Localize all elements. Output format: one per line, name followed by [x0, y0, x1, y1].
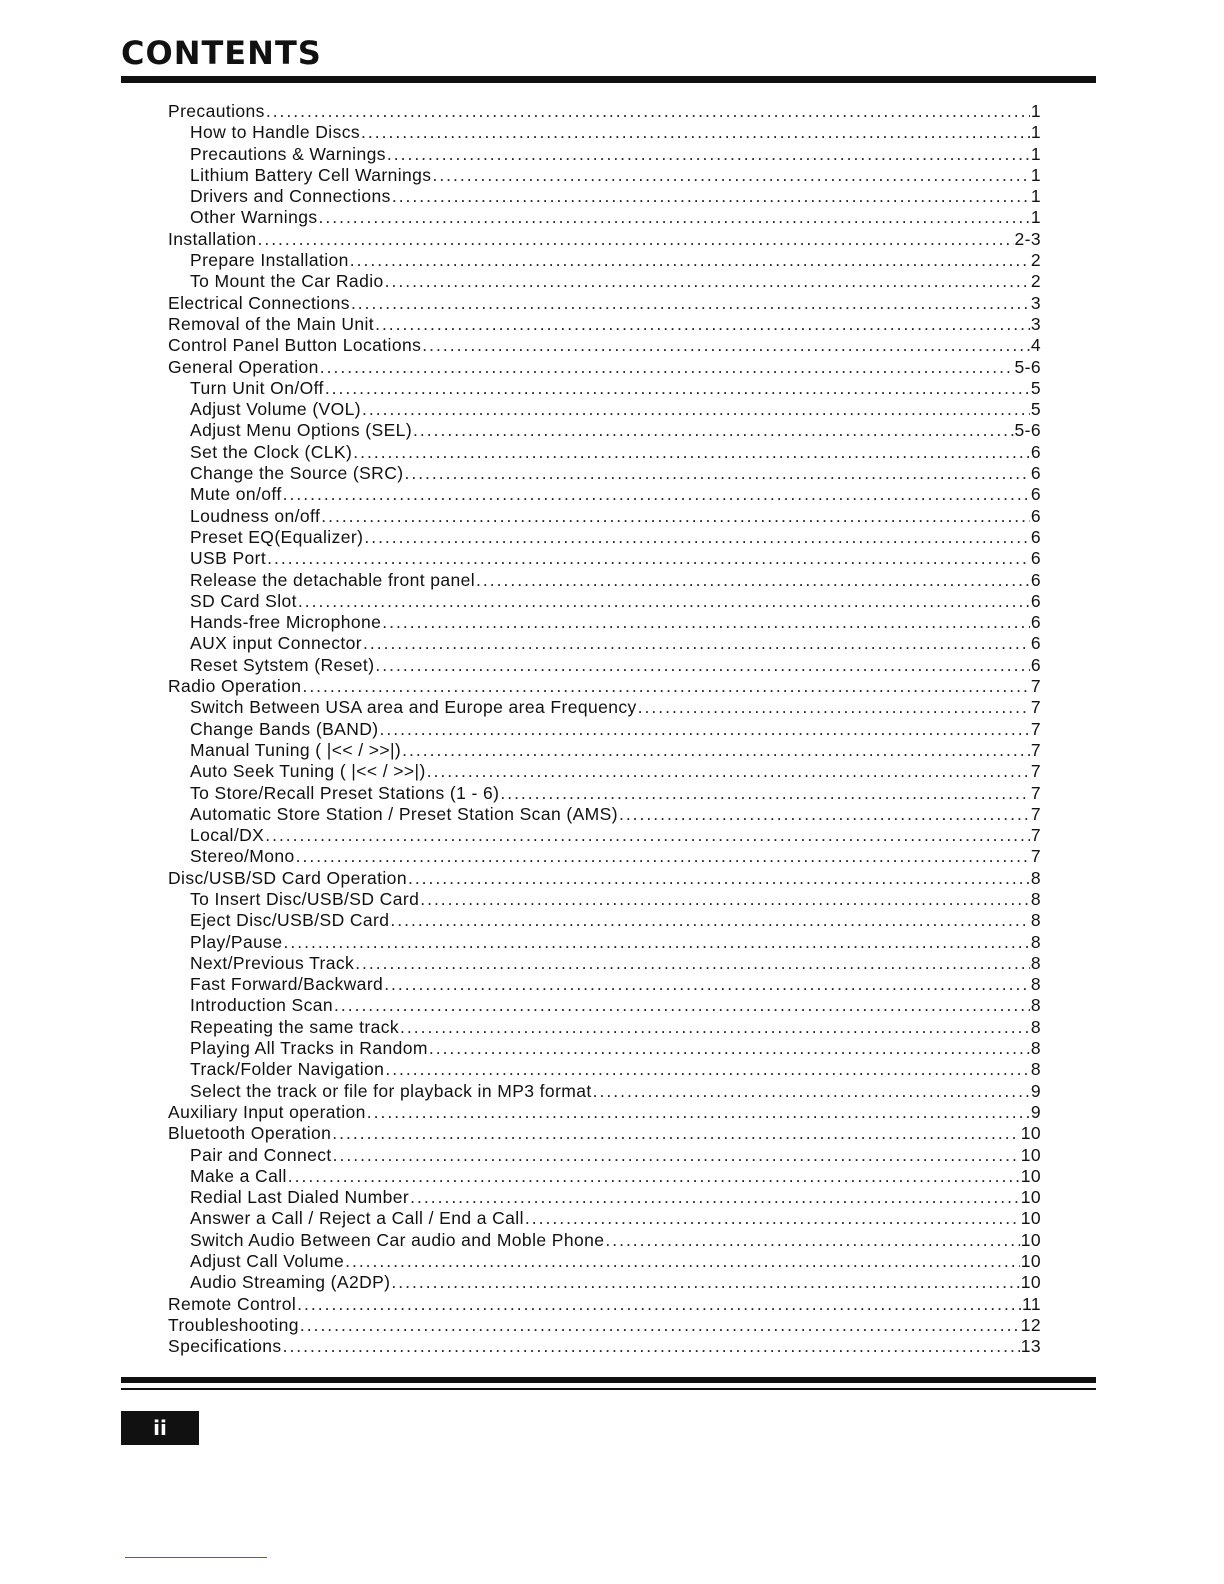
toc-entry: [168, 995, 1041, 1016]
toc-entry-title: Other Warnings: [190, 207, 318, 228]
toc-entry: [168, 1123, 1041, 1144]
toc-entry-page: 1: [1030, 122, 1041, 143]
toc-entry: [168, 612, 1041, 633]
toc-entry-title: Redial Last Dialed Number: [190, 1187, 410, 1208]
toc-entry-page: 13: [1020, 1336, 1041, 1357]
toc-dot-leader: [288, 1166, 1020, 1187]
toc-entry: [168, 910, 1041, 931]
toc-dot-leader: [350, 250, 1030, 271]
toc-entry: [168, 1315, 1041, 1336]
toc-dot-leader: [265, 825, 1030, 846]
toc-entry-page: 8: [1030, 974, 1041, 995]
toc-entry: [168, 932, 1041, 953]
toc-entry: [168, 314, 1041, 335]
toc-entry-title: Local/DX: [190, 825, 265, 846]
toc-dot-leader: [422, 335, 1030, 356]
toc-dot-leader: [593, 1081, 1030, 1102]
toc-dot-leader: [375, 655, 1029, 676]
toc-entry-page: 8: [1030, 1038, 1041, 1059]
toc-dot-leader: [413, 420, 1013, 441]
toc-dot-leader: [619, 804, 1030, 825]
toc-entry: [168, 676, 1041, 697]
toc-entry-page: 6: [1030, 548, 1041, 569]
toc-dot-leader: [361, 122, 1030, 143]
toc-entry-title: Play/Pause: [190, 931, 283, 952]
toc-dot-leader: [300, 1315, 1020, 1336]
toc-dot-leader: [355, 953, 1030, 974]
toc-entry: [168, 1294, 1041, 1315]
toc-dot-leader: [332, 1123, 1019, 1144]
toc-entry-page: 1: [1030, 101, 1041, 121]
toc-dot-leader: [476, 570, 1030, 591]
toc-dot-leader: [283, 1336, 1020, 1357]
toc-entry: [168, 357, 1041, 378]
toc-entry: [168, 186, 1041, 207]
toc-entry-title: Automatic Store Station / Preset Station Scan (AMS): [190, 803, 618, 824]
toc-entry: [168, 1208, 1041, 1229]
footer-rule-thin: [121, 1388, 1096, 1390]
toc-entry-page: 1: [1030, 164, 1041, 185]
toc-entry-page: 2-3: [1014, 228, 1041, 249]
toc-entry: [168, 719, 1041, 740]
toc-entry-title: Manual Tuning ( |<< / >>|): [190, 739, 402, 760]
toc-entry-page: 8: [1030, 910, 1041, 931]
toc-entry-title: Pair and Connect: [190, 1144, 332, 1165]
toc-entry-title: Release the detachable front panel: [190, 569, 476, 590]
toc-dot-leader: [319, 207, 1030, 228]
toc-entry: [168, 1038, 1041, 1059]
toc-entry: [168, 804, 1041, 825]
toc-dot-leader: [367, 1102, 1030, 1123]
toc-dot-leader: [333, 1145, 1020, 1166]
toc-entry-page: 6: [1030, 526, 1041, 547]
toc-entry: [168, 420, 1041, 441]
toc-entry-page: 7: [1030, 697, 1041, 718]
toc-entry-title: Auto Seek Tuning ( |<< / >>|): [190, 761, 426, 782]
toc-entry: [168, 463, 1041, 484]
toc-dot-leader: [321, 506, 1030, 527]
toc-dot-leader: [364, 527, 1030, 548]
toc-entry: [168, 570, 1041, 591]
toc-entry-page: 3: [1030, 292, 1041, 313]
toc-entry-title: Mute on/off: [190, 484, 282, 505]
toc-entry-page: 6: [1030, 590, 1041, 611]
toc-entry-page: 8: [1030, 867, 1041, 888]
toc-dot-leader: [267, 548, 1030, 569]
toc-entry: [168, 633, 1041, 654]
toc-entry-page: 4: [1030, 335, 1041, 356]
toc-entry-page: 7: [1030, 761, 1041, 782]
page-number-tab: [121, 1411, 199, 1445]
toc-entry: [168, 1230, 1041, 1251]
toc-entry-title: Disc/USB/SD Card Operation: [168, 867, 407, 888]
toc-dot-leader: [302, 676, 1029, 697]
toc-entry-page: 10: [1020, 1251, 1041, 1272]
toc-dot-leader: [408, 868, 1030, 889]
toc-entry-title: Hands-free Microphone: [190, 612, 382, 633]
toc-entry-title: To Store/Recall Preset Stations (1 - 6): [190, 782, 500, 803]
toc-dot-leader: [392, 186, 1030, 207]
toc-entry-title: SD Card Slot: [190, 590, 297, 611]
toc-dot-leader: [638, 697, 1030, 718]
toc-entry-title: Audio Streaming (A2DP): [190, 1272, 391, 1293]
toc-dot-leader: [385, 1059, 1030, 1080]
toc-entry-title: Prepare Installation: [190, 250, 349, 271]
toc-entry: [168, 783, 1041, 804]
toc-entry: [168, 1336, 1041, 1357]
toc-dot-leader: [283, 484, 1030, 505]
toc-entry: [168, 1272, 1041, 1293]
toc-entry-title: Repeating the same track: [190, 1016, 400, 1037]
toc-dot-leader: [375, 314, 1030, 335]
toc-entry: [168, 761, 1041, 782]
header-rule: [121, 76, 1096, 83]
toc-entry-page: 10: [1020, 1229, 1041, 1250]
toc-entry: [168, 1102, 1041, 1123]
toc-dot-leader: [353, 442, 1030, 463]
toc-entry: [168, 506, 1041, 527]
toc-entry-page: 10: [1020, 1208, 1041, 1229]
toc-entry: [168, 868, 1041, 889]
toc-entry-page: 10: [1020, 1123, 1041, 1144]
toc-entry: [168, 846, 1041, 867]
toc-entry-title: Set the Clock (CLK): [190, 441, 353, 462]
toc-dot-leader: [410, 1187, 1020, 1208]
toc-dot-leader: [334, 995, 1030, 1016]
toc-entry-title: Change the Source (SRC): [190, 463, 404, 484]
toc-entry: [168, 207, 1041, 228]
toc-dot-leader: [404, 463, 1029, 484]
toc-entry: [168, 250, 1041, 271]
toc-entry-title: USB Port: [190, 548, 267, 569]
toc-entry-page: 5-6: [1014, 356, 1041, 377]
toc-entry-title: How to Handle Discs: [190, 122, 361, 143]
toc-dot-leader: [266, 101, 1030, 122]
toc-entry-title: Track/Folder Navigation: [190, 1059, 385, 1080]
toc-entry: [168, 740, 1041, 761]
toc-entry-title: Answer a Call / Reject a Call / End a Call: [190, 1208, 524, 1229]
toc-dot-leader: [427, 761, 1030, 782]
toc-entry: [168, 293, 1041, 314]
toc-entry-title: Select the track or file for playback in MP3 format: [190, 1080, 592, 1101]
toc-entry: [168, 144, 1041, 165]
toc-dot-leader: [500, 783, 1030, 804]
toc-entry: [168, 399, 1041, 420]
toc-entry-title: Adjust Volume (VOL): [190, 399, 362, 420]
toc-dot-leader: [432, 165, 1029, 186]
toc-entry-page: 6: [1030, 505, 1041, 526]
toc-entry-title: Precautions: [168, 101, 265, 121]
link-underline: [125, 1557, 267, 1558]
table-of-contents: [168, 101, 1041, 1358]
page-number: ii: [153, 1416, 167, 1440]
toc-dot-leader: [420, 889, 1030, 910]
toc-entry-page: 5-6: [1014, 420, 1041, 441]
toc-entry-page: 10: [1020, 1272, 1041, 1293]
toc-entry-title: Playing All Tracks in Random: [190, 1038, 428, 1059]
toc-entry-page: 8: [1030, 995, 1041, 1016]
toc-entry-page: 6: [1030, 654, 1041, 675]
toc-entry-page: 1: [1030, 143, 1041, 164]
toc-dot-leader: [298, 591, 1030, 612]
toc-entry: [168, 165, 1041, 186]
toc-entry: [168, 655, 1041, 676]
toc-entry-title: Turn Unit On/Off: [190, 377, 324, 398]
toc-entry-page: 7: [1030, 803, 1041, 824]
page-title: CONTENTS: [121, 34, 322, 72]
toc-entry: [168, 527, 1041, 548]
toc-dot-leader: [363, 633, 1030, 654]
toc-entry-title: Specifications: [168, 1336, 282, 1357]
footer-rule-thick: [121, 1377, 1096, 1383]
toc-entry-page: 8: [1030, 888, 1041, 909]
toc-entry-page: 5: [1030, 399, 1041, 420]
toc-entry-title: Removal of the Main Unit: [168, 313, 375, 334]
toc-entry: [168, 122, 1041, 143]
toc-entry-page: 3: [1030, 313, 1041, 334]
toc-entry: [168, 953, 1041, 974]
toc-entry-page: 10: [1020, 1187, 1041, 1208]
toc-dot-leader: [380, 719, 1030, 740]
toc-dot-leader: [387, 144, 1030, 165]
toc-entry: [168, 1081, 1041, 1102]
toc-entry-title: Change Bands (BAND): [190, 718, 379, 739]
toc-entry-title: Precautions & Warnings: [190, 143, 386, 164]
toc-entry-title: Auxiliary Input operation: [168, 1101, 366, 1122]
toc-dot-leader: [325, 378, 1030, 399]
toc-entry: [168, 378, 1041, 399]
toc-entry-page: 12: [1020, 1314, 1041, 1335]
toc-entry-page: 1: [1030, 207, 1041, 228]
toc-entry-page: 6: [1030, 484, 1041, 505]
toc-entry-page: 8: [1030, 931, 1041, 952]
toc-entry-page: 5: [1030, 377, 1041, 398]
toc-entry-page: 2: [1030, 271, 1041, 292]
toc-entry: [168, 697, 1041, 718]
toc-entry-page: 7: [1030, 825, 1041, 846]
toc-entry: [168, 335, 1041, 356]
toc-dot-leader: [429, 1038, 1030, 1059]
toc-entry: [168, 271, 1041, 292]
toc-entry-page: 6: [1030, 633, 1041, 654]
toc-entry-page: 7: [1030, 782, 1041, 803]
toc-entry-title: Eject Disc/USB/SD Card: [190, 910, 390, 931]
toc-entry-page: 8: [1030, 1016, 1041, 1037]
toc-entry-title: To Mount the Car Radio: [190, 271, 384, 292]
toc-entry-title: Introduction Scan: [190, 995, 333, 1016]
toc-entry-page: 7: [1030, 718, 1041, 739]
toc-entry-page: 9: [1030, 1101, 1041, 1122]
toc-dot-leader: [362, 399, 1030, 420]
toc-entry: [168, 1145, 1041, 1166]
toc-dot-leader: [400, 1017, 1030, 1038]
toc-entry-page: 8: [1030, 1059, 1041, 1080]
toc-entry-page: 6: [1030, 463, 1041, 484]
toc-entry-title: Stereo/Mono: [190, 846, 295, 867]
toc-dot-leader: [297, 1294, 1021, 1315]
toc-entry-title: Switch Audio Between Car audio and Moble Phone: [190, 1229, 605, 1250]
toc-entry-page: 10: [1020, 1165, 1041, 1186]
toc-dot-leader: [284, 932, 1030, 953]
toc-dot-leader: [525, 1208, 1020, 1229]
toc-entry-page: 2: [1030, 250, 1041, 271]
toc-entry: [168, 484, 1041, 505]
toc-entry-title: Remote Control: [168, 1293, 297, 1314]
toc-entry: [168, 974, 1041, 995]
toc-entry: [168, 1251, 1041, 1272]
toc-entry: [168, 1059, 1041, 1080]
toc-entry: [168, 442, 1041, 463]
toc-entry: [168, 825, 1041, 846]
toc-entry-page: 10: [1020, 1144, 1041, 1165]
toc-entry-title: Adjust Call Volume: [190, 1251, 345, 1272]
toc-entry-page: 9: [1030, 1080, 1041, 1101]
toc-entry-page: 7: [1030, 846, 1041, 867]
toc-dot-leader: [257, 229, 1013, 250]
toc-entry-page: 6: [1030, 441, 1041, 462]
toc-entry-title: Adjust Menu Options (SEL): [190, 420, 413, 441]
toc-dot-leader: [390, 910, 1029, 931]
toc-dot-leader: [296, 846, 1030, 867]
toc-entry: [168, 889, 1041, 910]
toc-entry: [168, 1166, 1041, 1187]
toc-dot-leader: [391, 1272, 1019, 1293]
toc-entry-page: 11: [1022, 1293, 1041, 1314]
toc-entry: [168, 548, 1041, 569]
toc-dot-leader: [345, 1251, 1020, 1272]
toc-dot-leader: [351, 293, 1030, 314]
toc-entry-title: Troubleshooting: [168, 1314, 299, 1335]
toc-dot-leader: [385, 271, 1030, 292]
toc-entry-title: Switch Between USA area and Europe area Frequency: [190, 697, 637, 718]
toc-entry-title: Installation: [168, 228, 257, 249]
toc-entry-title: Loudness on/off: [190, 505, 321, 526]
toc-entry-page: 1: [1030, 186, 1041, 207]
toc-entry-title: General Operation: [168, 356, 319, 377]
toc-entry-page: 8: [1030, 952, 1041, 973]
toc-entry-page: 6: [1030, 612, 1041, 633]
toc-dot-leader: [605, 1230, 1019, 1251]
toc-entry-title: Electrical Connections: [168, 292, 350, 313]
toc-entry: [168, 229, 1041, 250]
toc-entry-title: Next/Previous Track: [190, 952, 355, 973]
toc-dot-leader: [382, 612, 1030, 633]
toc-entry-title: Lithium Battery Cell Warnings: [190, 164, 432, 185]
toc-entry-title: AUX input Connector: [190, 633, 362, 654]
toc-dot-leader: [384, 974, 1030, 995]
toc-entry-title: Bluetooth Operation: [168, 1123, 332, 1144]
toc-entry-title: Radio Operation: [168, 676, 302, 697]
toc-entry-title: Drivers and Connections: [190, 186, 391, 207]
toc-dot-leader: [402, 740, 1030, 761]
toc-dot-leader: [320, 357, 1014, 378]
toc-entry-title: Preset EQ(Equalizer): [190, 526, 364, 547]
toc-entry: [168, 101, 1041, 122]
toc-entry: [168, 1187, 1041, 1208]
toc-entry-title: To Insert Disc/USB/SD Card: [190, 888, 420, 909]
toc-entry-title: Reset Sytstem (Reset): [190, 654, 375, 675]
toc-entry-title: Control Panel Button Locations: [168, 335, 422, 356]
toc-entry: [168, 1017, 1041, 1038]
toc-entry-page: 6: [1030, 569, 1041, 590]
toc-entry-page: 7: [1030, 676, 1041, 697]
toc-entry: [168, 591, 1041, 612]
toc-entry-title: Fast Forward/Backward: [190, 974, 384, 995]
toc-entry-title: Make a Call: [190, 1165, 287, 1186]
toc-entry-page: 7: [1030, 739, 1041, 760]
